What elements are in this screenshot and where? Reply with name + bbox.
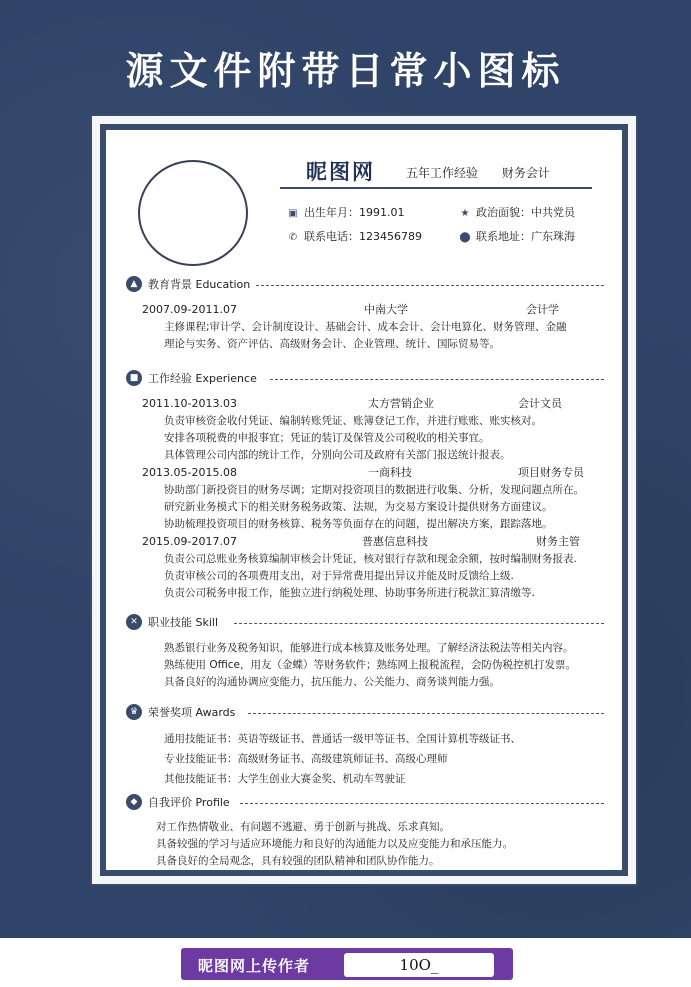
section-profile-header: ◆ 自我评价 Profile — [126, 794, 230, 810]
job-company: 一商科技 — [368, 466, 412, 479]
job-role: 项目财务专员 — [518, 466, 584, 479]
award-line: 通用技能证书：英语等级证书、普通话一级甲等证书、全国计算机等级证书、 — [164, 733, 521, 745]
star-icon: ★ — [460, 208, 470, 219]
header-divider — [280, 187, 592, 189]
info-phone: ✆ 联系电话：123456789 — [286, 228, 422, 244]
edu-line: 理论与实务、资产评估、高级财务会计、企业管理、统计、国际贸易等。 — [164, 338, 500, 350]
job-line: 负责公司总账业务核算编制审核会计凭证，核对银行存款和现金余额，按时编制财务报表. — [164, 553, 577, 565]
name-meta — [406, 164, 570, 181]
profile-line: 具备良好的全局观念，具有较强的团队精神和团队协作能力。 — [156, 855, 440, 867]
banner-title: 源文件附带日常小图标 — [125, 48, 566, 93]
job-line: 负责审核公司的各项费用支出，对于异常费用提出异议并能及时反馈给上级. — [164, 570, 514, 582]
section-rule — [256, 285, 604, 286]
job-position: 财务会计 — [501, 166, 550, 180]
job-line: 研究新业务模式下的相关财务税务政策、法规，为交易方案设计提供财务方面建议。 — [164, 501, 553, 513]
edu-line: 主修课程;审计学、会计制度设计、基础会计、成本会计、会计电算化、财务管理、金融 — [164, 321, 567, 333]
section-awards-header: ♛ 荣誉奖项 Awards — [126, 704, 235, 720]
section-rule — [270, 379, 604, 380]
section-rule — [234, 623, 604, 624]
job-role: 会计文员 — [518, 397, 562, 410]
job-company: 普惠信息科技 — [362, 535, 428, 548]
job-date: 2013.05-2015.08 — [142, 466, 237, 479]
phone-icon: ✆ — [288, 232, 298, 243]
skill-line: 熟练使用 Office，用友（金蝶）等财务软件；熟练网上报税流程，会防伪税控机打发票。 — [164, 659, 576, 671]
award-line: 专业技能证书：高级财务证书、高级建筑师证书、高级心理师 — [164, 753, 448, 765]
section-rule — [248, 713, 604, 714]
info-political: ★ 政治面貌：中共党员 — [458, 204, 575, 220]
graduation-cap-icon: ▲ — [126, 276, 142, 292]
job-line: 具体管理公司内部的统计工作，分别向公司及政府有关部门报送统计报表。 — [164, 449, 511, 461]
section-rule — [240, 803, 604, 804]
resume-frame — [90, 114, 638, 886]
section-experience-header: ■ 工作经验 Experience — [126, 370, 257, 386]
info-birth: ▣ 出生年月：1991.01 — [286, 204, 405, 220]
uploader-id-field[interactable]: 10O_ — [344, 953, 494, 977]
edu-school: 中南大学 — [364, 303, 408, 316]
profile-line: 对工作热情敬业、有问题不逃避、勇于创新与挑战、乐求真知。 — [156, 821, 450, 833]
location-pin-icon: ⬤ — [459, 232, 471, 243]
job-line: 安排各项税费的申报事宜；凭证的装订及保管及公司税收的相关事宜。 — [164, 432, 490, 444]
job-date: 2011.10-2013.03 — [142, 397, 237, 410]
calendar-icon: ▣ — [288, 208, 298, 219]
section-education-header: ▲ 教育背景 Education — [126, 276, 250, 292]
job-company: 太方营销企业 — [368, 397, 434, 410]
tools-icon: ✕ — [126, 614, 142, 630]
job-line: 协助部门新投资目的财务尽调；定期对投资项目的数据进行收集、分析，发现问题点所在。 — [164, 484, 584, 496]
resume-name: 昵图网 — [306, 159, 375, 184]
edu-major: 会计学 — [526, 303, 559, 316]
trophy-icon: ♛ — [126, 704, 142, 720]
job-line: 负责审核资金收付凭证、编制转账凭证、账簿登记工作，并进行账账、账实核对。 — [164, 415, 542, 427]
share-icon: ◆ — [126, 794, 142, 810]
resume-paper — [100, 124, 628, 876]
job-role: 财务主管 — [536, 535, 580, 548]
info-address: ⬤ 联系地址：广东珠海 — [459, 230, 575, 243]
photo-placeholder — [138, 160, 248, 266]
skill-line: 具备良好的沟通协调应变能力，抗压能力、公关能力、商务谈判能力强。 — [164, 676, 500, 688]
section-skill-header: ✕ 职业技能 Skill — [126, 614, 218, 630]
job-date: 2015.09-2017.07 — [142, 535, 237, 548]
uploader-label: 昵图网上传作者 — [198, 957, 311, 975]
edu-date: 2007.09-2011.07 — [142, 303, 237, 316]
experience-years: 五年工作经验 — [406, 166, 479, 180]
job-line: 负责公司税务申报工作，能独立进行纳税处理、协助事务所进行税款汇算清缴等. — [164, 587, 535, 599]
skill-line: 熟悉银行业务及税务知识，能够进行成本核算及账务处理。了解经济法税法等相关内容。 — [164, 642, 574, 654]
award-line: 其他技能证书：大学生创业大赛金奖、机动车驾驶证 — [164, 773, 406, 785]
profile-line: 具备较强的学习与适应环境能力和良好的沟通能力以及应变能力和承压能力。 — [156, 838, 513, 850]
briefcase-icon: ■ — [126, 370, 142, 386]
job-line: 协助梳理投资项目的财务核算、税务等负面存在的问题，提出解决方案，跟踪落地。 — [164, 518, 553, 530]
